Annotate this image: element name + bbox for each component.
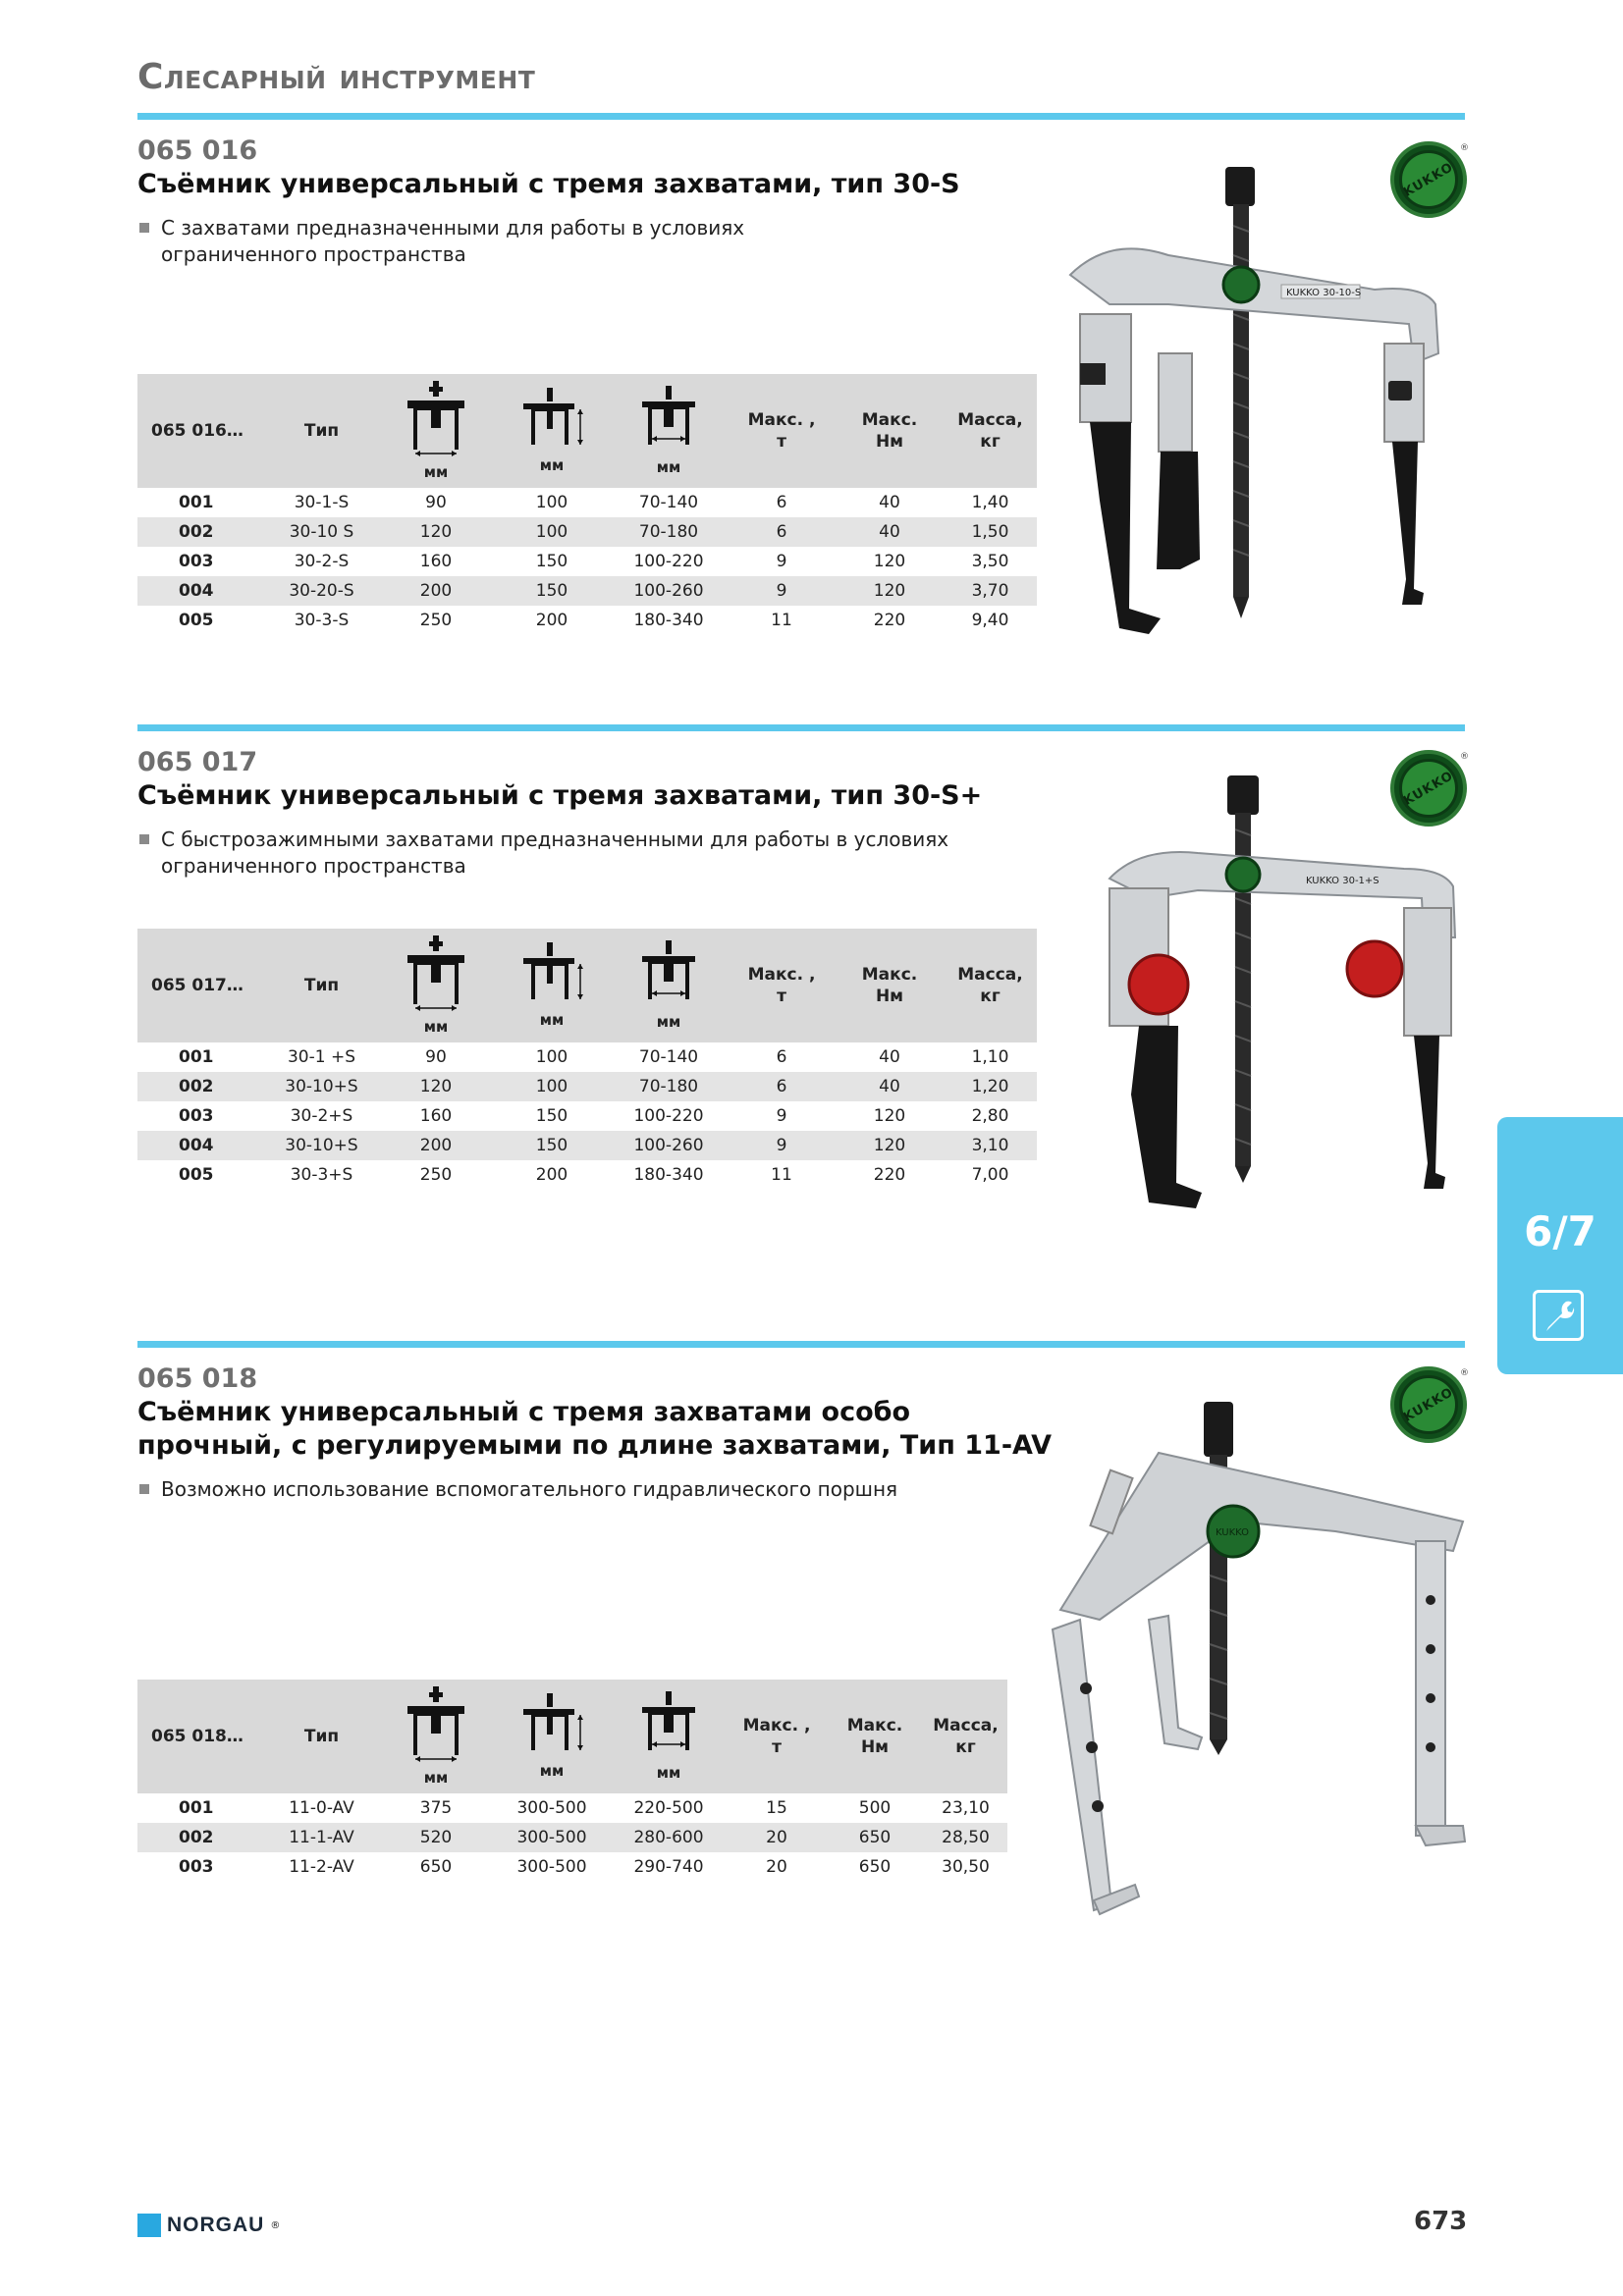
article-code: 065 016 <box>137 135 258 166</box>
section-rule <box>137 724 1465 731</box>
bullet-square-icon <box>139 834 149 844</box>
table-row: 001 30-1 +S 90 100 70-140 6 40 1,10 <box>179 1047 1009 1067</box>
col-header-code: 065 018… <box>137 1680 265 1793</box>
page-title <box>137 57 535 97</box>
col-header-code: 065 016… <box>137 374 265 488</box>
puller-depth-icon <box>517 940 586 1005</box>
puller-depth-icon <box>517 1691 586 1756</box>
article-code: 065 017 <box>137 747 258 777</box>
col-header-torque: Макс. Нм <box>836 374 944 488</box>
unit-mm: мм <box>539 1011 565 1029</box>
puller-spread-icon <box>634 938 703 1007</box>
spec-table-065016 <box>137 374 1037 635</box>
title-line: прочный, с регулируемыми по длине захватами, Тип 11-AV <box>137 1430 1053 1461</box>
col-header-depth <box>494 929 610 1042</box>
col-header-load: Макс. , т <box>728 374 836 488</box>
spec-table-065018 <box>137 1680 1007 1882</box>
puller-30-s-plus-photo <box>1080 771 1473 1222</box>
table-header-row <box>137 1680 1007 1793</box>
puller-spread-icon <box>634 384 703 453</box>
unit-mm: мм <box>423 1018 449 1036</box>
kukko-badge-text: KUKKO <box>1400 768 1457 809</box>
puller-label-text: KUKKO 30-10-S <box>1286 288 1362 298</box>
col-header-mass: Масса, кг <box>944 374 1037 488</box>
puller-11-av-photo <box>1041 1394 1473 1924</box>
header-rule <box>137 113 1465 120</box>
col-header-mass: Масса, кг <box>944 929 1037 1042</box>
bullet-text-line: ограниченного пространства <box>161 854 466 878</box>
unit-mm: мм <box>656 1764 681 1782</box>
table-row: 005 30-3-S 250 200 180-340 11 220 9,40 <box>179 611 1009 630</box>
kukko-badge-text: KUKKO <box>1400 159 1457 200</box>
col-header-type: Тип <box>265 374 378 488</box>
wrench-icon <box>1533 1290 1584 1341</box>
norgau-logo <box>137 2214 280 2237</box>
bullet-square-icon <box>139 223 149 233</box>
table-row: 001 30-1-S 90 100 70-140 6 40 1,40 <box>179 493 1009 512</box>
table-row: 002 30-10+S 120 100 70-180 6 40 1,20 <box>137 1072 1037 1101</box>
chapter-tab-label: 6/7 <box>1524 1207 1596 1255</box>
unit-mm: мм <box>423 1769 449 1787</box>
col-header-spread <box>610 929 728 1042</box>
kukko-badge: KUKKO ® <box>1390 750 1467 827</box>
col-header-mass: Масса, кг <box>924 1680 1007 1793</box>
bullet-text-line: Возможно использование вспомогательного гидравлического поршня <box>161 1477 898 1501</box>
bullet-square-icon <box>139 1484 149 1494</box>
chapter-tab[interactable] <box>1497 1117 1623 1374</box>
kukko-badge-text: KUKKO <box>1400 1384 1457 1425</box>
registered-mark: ® <box>270 2219 281 2231</box>
bullet-text-line: С быстрозажимными захватами предназначенными для работы в условиях <box>161 828 949 851</box>
col-header-depth <box>494 1680 610 1793</box>
col-header-torque: Макс. Нм <box>826 1680 924 1793</box>
table-row: 003 11-2-AV 650 300-500 290-740 20 650 30,50 <box>179 1857 990 1877</box>
puller-reach-icon <box>402 934 470 1012</box>
table-header-row <box>137 374 1037 488</box>
col-header-reach <box>378 1680 494 1793</box>
table-row: 004 30-20-S 200 150 100-260 9 120 3,70 <box>137 576 1037 606</box>
col-header-reach <box>378 929 494 1042</box>
table-header-row <box>137 929 1037 1042</box>
table-row: 004 30-10+S 200 150 100-260 9 120 3,10 <box>137 1131 1037 1160</box>
col-header-load: Макс. , т <box>728 929 836 1042</box>
page-title-rest: лесарный инструмент <box>163 57 536 97</box>
puller-reach-icon <box>402 379 470 457</box>
col-header-spread <box>610 1680 728 1793</box>
table-row: 002 30-10 S 120 100 70-180 6 40 1,50 <box>137 517 1037 547</box>
unit-mm: мм <box>656 1013 681 1031</box>
bullet-text-line: С захватами предназначенными для работы в условиях <box>161 216 745 240</box>
puller-30-s-photo <box>1051 157 1463 648</box>
col-header-depth <box>494 374 610 488</box>
table-row: 001 11-0-AV 375 300-500 220-500 15 500 23,10 <box>179 1798 990 1818</box>
unit-mm: мм <box>656 458 681 476</box>
title-line: Съёмник универсальный с тремя захватами, тип 30-S <box>137 169 960 199</box>
kukko-badge: KUKKO ® <box>1390 141 1467 218</box>
norgau-logo-square-icon <box>137 2214 161 2237</box>
col-header-reach <box>378 374 494 488</box>
table-row: 005 30-3+S 250 200 180-340 11 220 7,00 <box>179 1165 1009 1185</box>
col-header-load: Макс. , т <box>728 1680 826 1793</box>
puller-depth-icon <box>517 386 586 451</box>
table-row: 003 30-2+S 160 150 100-220 9 120 2,80 <box>179 1106 1009 1126</box>
col-header-spread <box>610 374 728 488</box>
page-title-initial: С <box>137 57 164 97</box>
article-code: 065 018 <box>137 1363 258 1394</box>
col-header-code: 065 017… <box>137 929 265 1042</box>
title-line: Съёмник универсальный с тремя захватами особо <box>137 1397 911 1427</box>
title-line: Съёмник универсальный с тремя захватами, тип 30-S+ <box>137 780 983 811</box>
puller-spread-icon <box>634 1689 703 1758</box>
page-number: 673 <box>1414 2207 1468 2236</box>
spec-table-065017 <box>137 929 1037 1190</box>
section-rule <box>137 1341 1465 1348</box>
col-header-type: Тип <box>265 929 378 1042</box>
unit-mm: мм <box>423 463 449 481</box>
unit-mm: мм <box>539 1762 565 1780</box>
puller-reach-icon <box>402 1684 470 1763</box>
bullet-text-line: ограниченного пространства <box>161 242 466 266</box>
unit-mm: мм <box>539 456 565 474</box>
col-header-type: Тип <box>265 1680 378 1793</box>
col-header-torque: Макс. Нм <box>836 929 944 1042</box>
puller-label-text: KUKKO <box>1216 1527 1250 1538</box>
norgau-logo-text: NORGAU <box>167 2214 265 2236</box>
puller-label-text: KUKKO 30-1+S <box>1306 876 1380 886</box>
kukko-badge: KUKKO ® <box>1390 1366 1467 1443</box>
table-row: 003 30-2-S 160 150 100-220 9 120 3,50 <box>179 552 1009 571</box>
table-row: 002 11-1-AV 520 300-500 280-600 20 650 28,50 <box>137 1823 1007 1852</box>
